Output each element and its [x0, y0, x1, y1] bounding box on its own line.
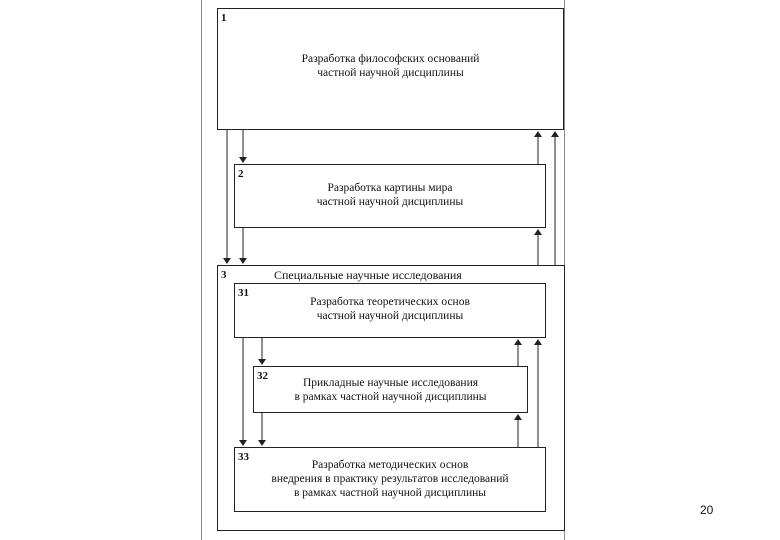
block-3-title: Специальные научные исследования — [274, 268, 462, 282]
block-32-number: 32 — [257, 370, 268, 382]
block-33-number: 33 — [238, 451, 249, 463]
block-2-text: Разработка картины мира частной научной дисциплины — [316, 182, 464, 208]
block-2-number: 2 — [238, 168, 244, 180]
block-33-text: Разработка методических основ внедрения в практику результатов исследований в рамках частной научной дисциплины — [271, 459, 509, 499]
block-32-text: Прикладные научные исследования в рамках частной научной дисциплины — [294, 377, 487, 403]
block-1-number: 1 — [221, 12, 227, 24]
block-1-text: Разработка философских оснований частной научной дисциплины — [301, 53, 480, 79]
block-3-number: 3 — [221, 269, 227, 281]
page-number: 20 — [700, 503, 714, 517]
block-31-number: 31 — [238, 287, 249, 299]
block-31-text: Разработка теоретических основ частной научной дисциплины — [310, 296, 470, 322]
